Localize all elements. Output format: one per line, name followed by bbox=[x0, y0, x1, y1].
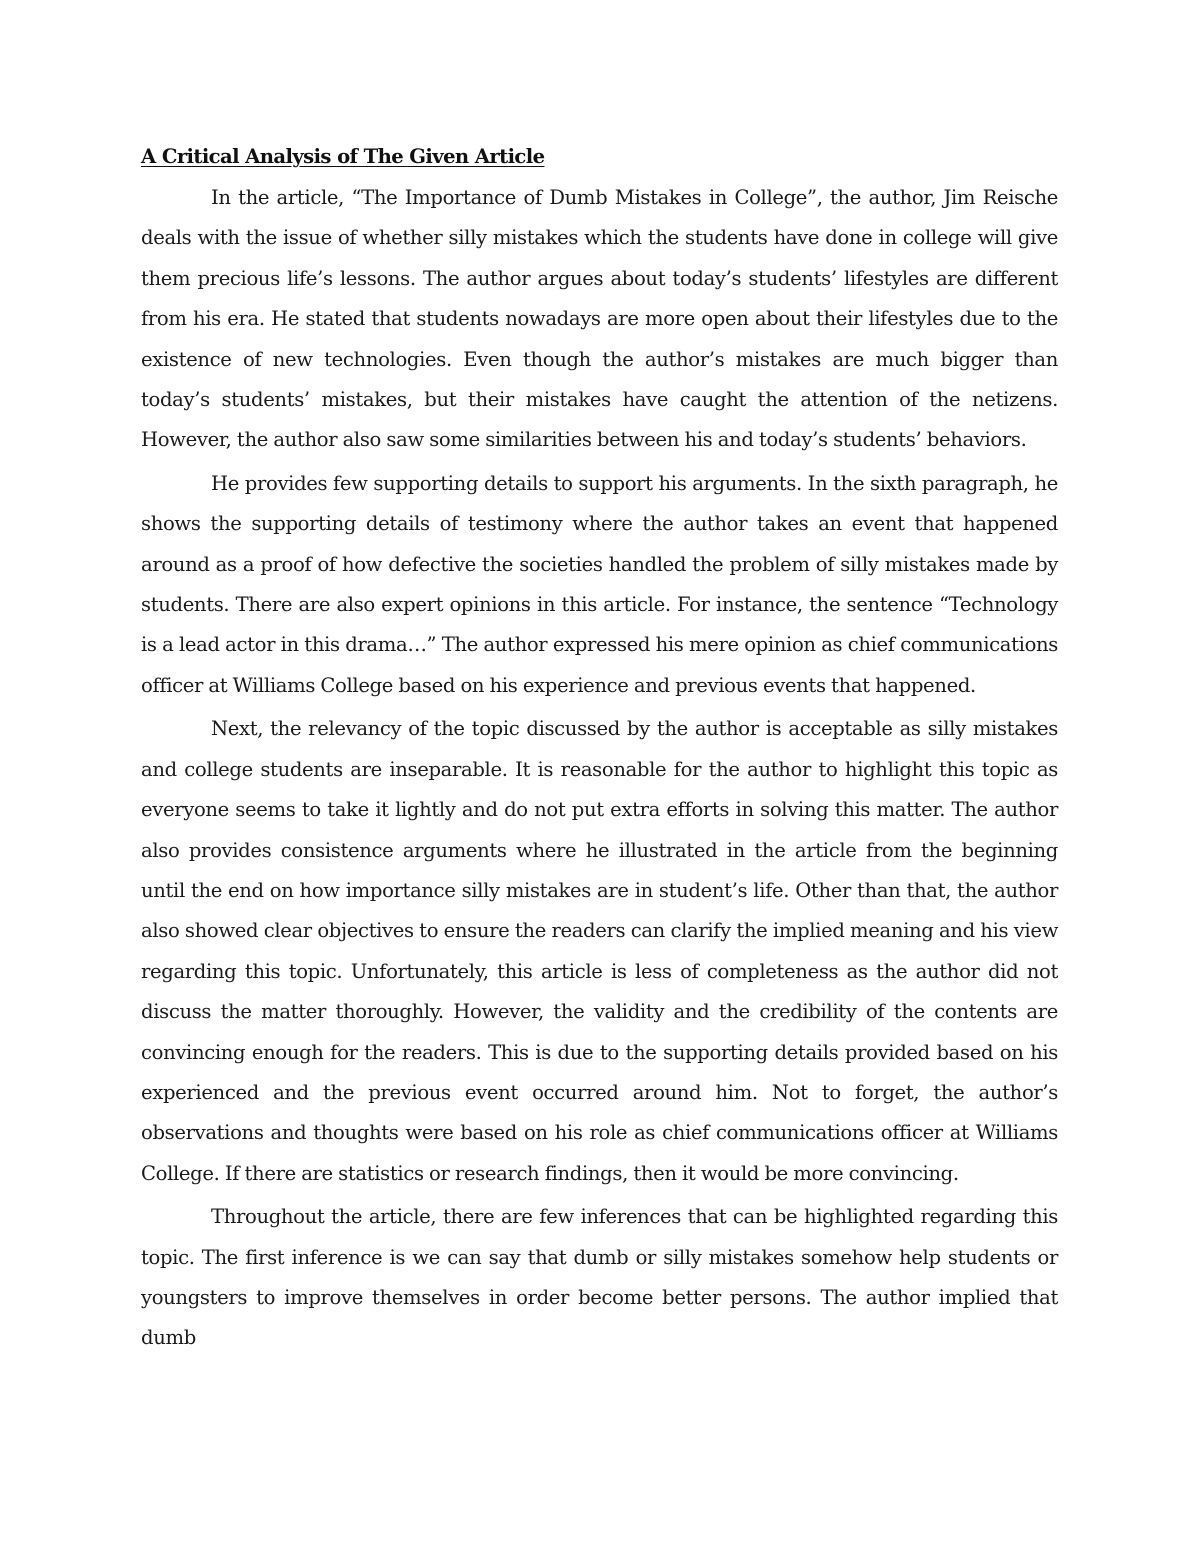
paragraph-3: Next, the relevancy of the topic discussed by the author is acceptable as silly mistakes and college students are inseparable. It is reasonable for the author to highlight this topic as everyone seems to take it lightly and do not put extra efforts in solving this matter. The author also provides consistence arguments where he illustrated in the article from the beginning until the end on how importance silly mistakes are in student’s life. Other than that, the author also showed clear objectives to ensure the readers can clarify the implied meaning and his view regarding this topic. Unfortunately, this article is less of completeness as the author did not discuss the matter thoroughly. However, the validity and the credibility of the contents are convincing enough for the readers. This is due to the supporting details provided based on his experienced and the previous event occurred around him. Not to forget, the author’s observations and thoughts were based on his role as chief communications officer at Williams College. If there are statistics or research findings, then it would be more convincing. bbox=[141, 717, 1058, 1185]
paragraph-4: Throughout the article, there are few inferences that can be highlighted regarding this topic. The first inference is we can say that dumb or silly mistakes somehow help students or youngsters to improve themselves in order become better persons. The author implied that dumb bbox=[141, 1205, 1058, 1350]
paragraph-2: He provides few supporting details to support his arguments. In the sixth paragraph, he shows the supporting details of testimony where the author takes an event that happened around as a proof of how defective the societies handled the problem of silly mistakes made by students. There are also expert opinions in this article. For instance, the sentence “Technology is a lead actor in this drama…” The author expressed his mere opinion as chief communications officer at Williams College based on his experience and previous events that happened. bbox=[141, 471, 1058, 697]
paragraph-1: In the article, “The Importance of Dumb Mistakes in College”, the author, Jim Reische deals with the issue of whether silly mistakes which the students have done in college will give them precious life’s lessons. The author argues about today’s students’ lifestyles are different from his era. He stated that students nowadays are more open about their lifestyles due to the existence of new technologies. Even though the author’s mistakes are much bigger than today’s students’ mistakes, but their mistakes have caught the attention of the netizens. However, the author also saw some similarities between his and today’s students’ behaviors. bbox=[141, 186, 1058, 452]
document-body bbox=[141, 143, 1058, 1362]
document-title: A Critical Analysis of The Given Article bbox=[141, 145, 545, 168]
